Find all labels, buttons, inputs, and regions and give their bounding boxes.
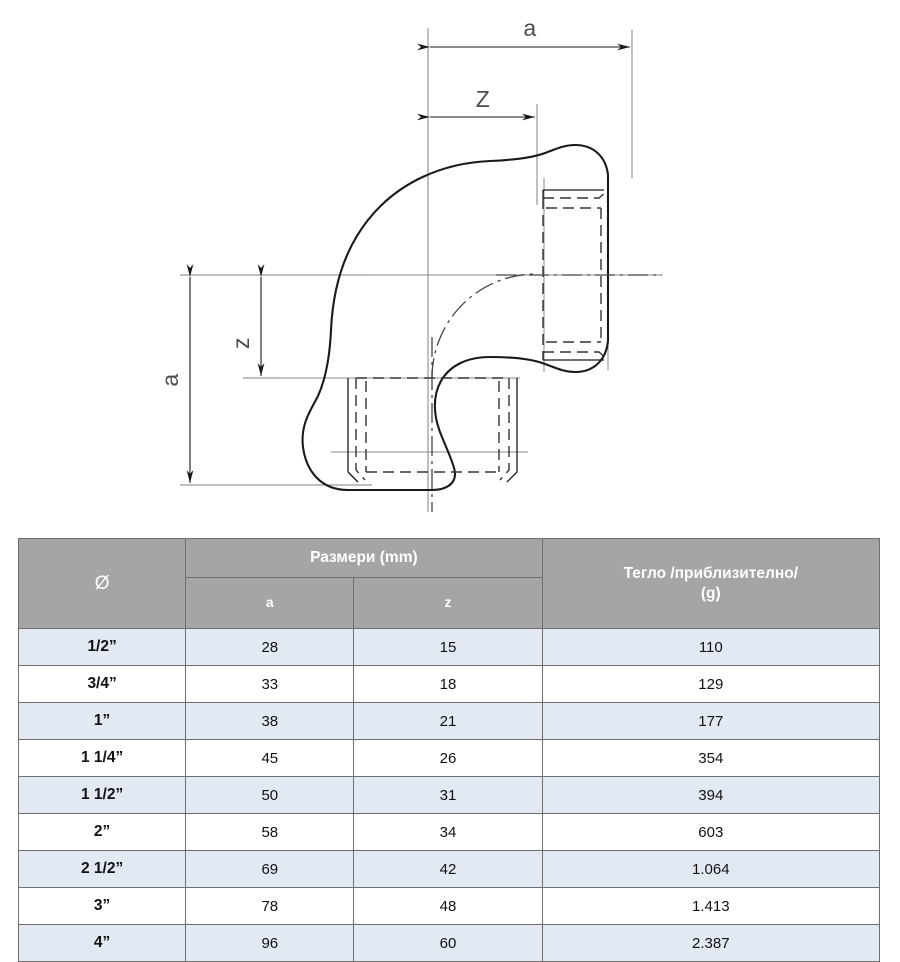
cell-diameter: 2”	[19, 814, 186, 851]
table-row	[19, 851, 880, 888]
centerlines	[432, 274, 662, 512]
dimension-label-a-horizontal: a	[523, 15, 537, 41]
cell-dim-z: 34	[354, 814, 542, 851]
table-row	[19, 888, 880, 925]
header-dim-a: a	[186, 578, 354, 629]
header-weight	[542, 539, 879, 629]
table-row	[19, 777, 880, 814]
cell-dim-z: 42	[354, 851, 542, 888]
cell-weight: 2.387	[542, 925, 879, 962]
cell-dim-a: 50	[186, 777, 354, 814]
cell-weight: 177	[542, 703, 879, 740]
cell-diameter: 1”	[19, 703, 186, 740]
cell-dim-a: 69	[186, 851, 354, 888]
cell-diameter: 1 1/2”	[19, 777, 186, 814]
cell-weight: 1.064	[542, 851, 879, 888]
header-diameter: Ø	[19, 539, 186, 629]
cell-dim-a: 78	[186, 888, 354, 925]
bottom-socket-thread-outer-right	[500, 378, 509, 480]
cell-dim-z: 18	[354, 666, 542, 703]
dimension-label-z-vertical: z	[228, 337, 254, 349]
centerline-elbow-arc	[432, 274, 536, 378]
table-body	[19, 629, 880, 962]
dimension-label-z-horizontal: Z	[475, 86, 491, 112]
cell-dim-z: 60	[354, 925, 542, 962]
cell-dim-a: 38	[186, 703, 354, 740]
construction-lines	[280, 170, 662, 452]
bottom-socket-chamfer-right	[507, 472, 517, 482]
table-header	[19, 539, 880, 629]
cell-dim-z: 26	[354, 740, 542, 777]
cell-dim-z: 48	[354, 888, 542, 925]
cell-weight: 394	[542, 777, 879, 814]
cell-weight: 1.413	[542, 888, 879, 925]
bottom-socket-thread-outer-left	[356, 378, 365, 480]
cell-dim-a: 33	[186, 666, 354, 703]
table-row	[19, 629, 880, 666]
table-row	[19, 925, 880, 962]
right-socket-thread-outer-top	[543, 190, 608, 198]
cell-dim-a: 58	[186, 814, 354, 851]
table-header-row-1	[19, 539, 880, 578]
dimension-label-a-vertical: a	[157, 373, 183, 387]
cell-diameter: 4”	[19, 925, 186, 962]
specification-table-panel	[18, 538, 880, 962]
cell-weight: 129	[542, 666, 879, 703]
cell-diameter: 3/4”	[19, 666, 186, 703]
cell-diameter: 1 1/4”	[19, 740, 186, 777]
cell-dim-a: 45	[186, 740, 354, 777]
cell-weight: 603	[542, 814, 879, 851]
cell-dim-a: 96	[186, 925, 354, 962]
dimension-lines	[190, 47, 630, 483]
cell-dim-z: 21	[354, 703, 542, 740]
cell-weight: 354	[542, 740, 879, 777]
table-row	[19, 703, 880, 740]
header-dimensions-group: Размери (mm)	[186, 539, 542, 578]
table-row	[19, 740, 880, 777]
cell-dim-a: 28	[186, 629, 354, 666]
specification-table	[18, 538, 880, 962]
table-row	[19, 666, 880, 703]
right-socket-thread-outer-bottom	[543, 352, 608, 360]
extension-lines	[180, 28, 632, 512]
bottom-socket-chamfer-left	[348, 472, 358, 482]
cell-diameter: 1/2”	[19, 629, 186, 666]
cell-dim-z: 15	[354, 629, 542, 666]
cell-diameter: 3”	[19, 888, 186, 925]
header-weight-text: Тегло /приблизително/	[623, 565, 799, 583]
cell-diameter: 2 1/2”	[19, 851, 186, 888]
header-weight-unit: (g)	[700, 584, 721, 602]
header-dim-z: z	[354, 578, 542, 629]
table-row	[19, 814, 880, 851]
cell-dim-z: 31	[354, 777, 542, 814]
cell-weight: 110	[542, 629, 879, 666]
